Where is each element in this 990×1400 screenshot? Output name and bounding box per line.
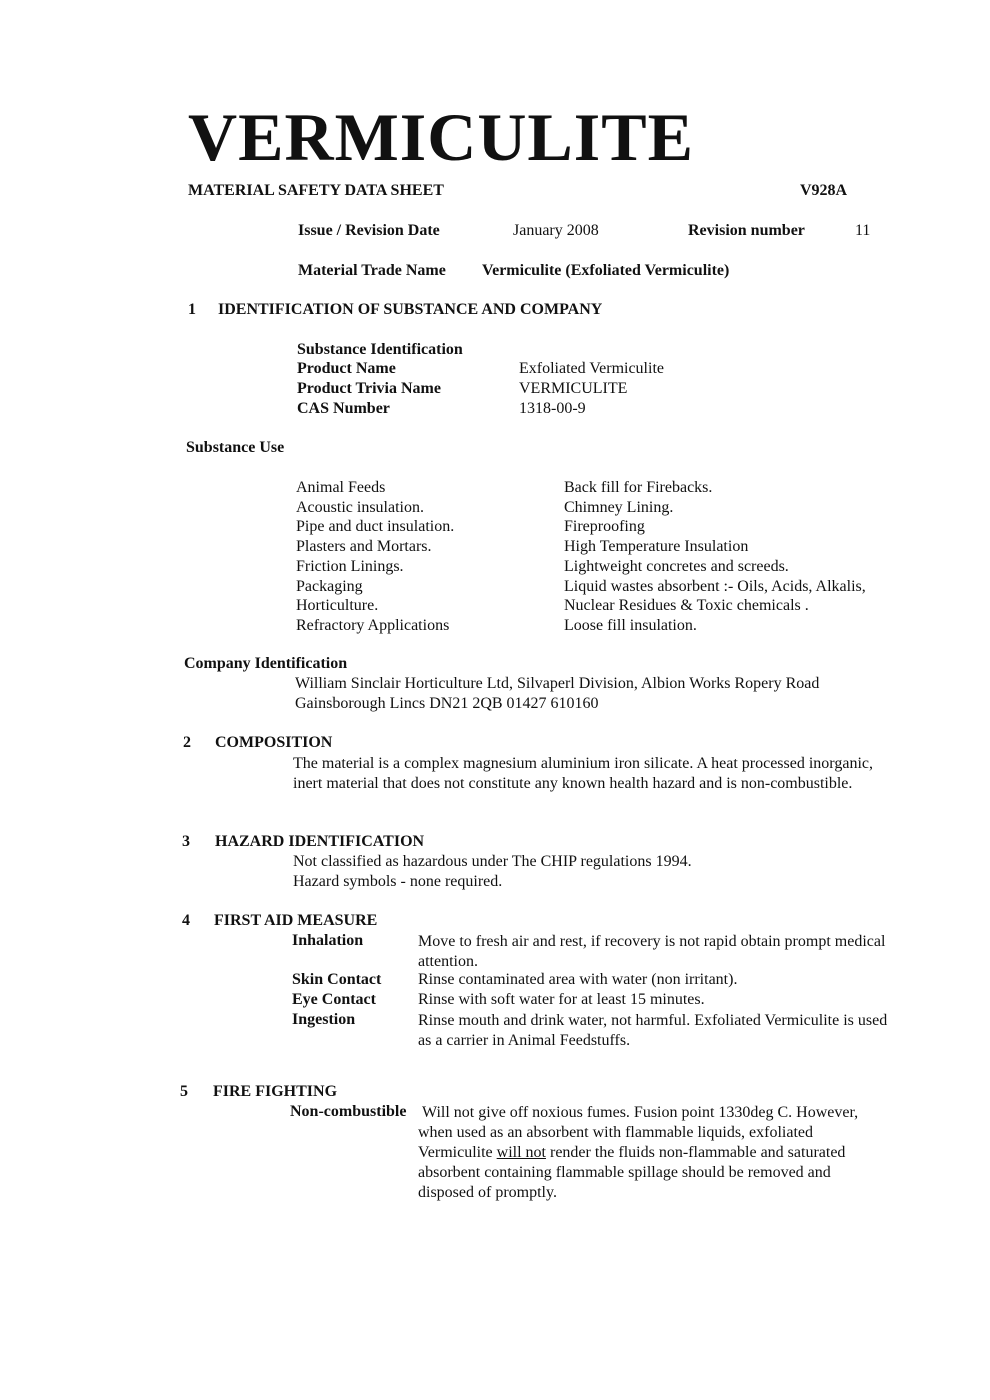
list-item: High Temperature Insulation	[564, 538, 749, 556]
document-subtitle: MATERIAL SAFETY DATA SHEET	[188, 182, 444, 199]
issue-date-value: January 2008	[513, 222, 599, 239]
section-1-heading: IDENTIFICATION OF SUBSTANCE AND COMPANY	[218, 301, 603, 318]
list-item: Nuclear Residues & Toxic chemicals .	[564, 597, 809, 615]
skin-contact-text: Rinse contaminated area with water (non irritant).	[418, 971, 738, 988]
trade-name-value: Vermiculite (Exfoliated Vermiculite)	[482, 262, 730, 279]
fire-fighting-text-part-2: render the fluids non-flammable and saturated absorbent containing flammable spillage should be removed and disposed of promptly.	[418, 1144, 846, 1201]
document-code: V928A	[800, 182, 848, 199]
section-3-number: 3	[182, 833, 190, 850]
fire-fighting-text	[418, 1103, 890, 1203]
list-item: Chimney Lining.	[564, 498, 674, 516]
substance-use-label: Substance Use	[186, 439, 285, 456]
section-4-heading: FIRST AID MEASURE	[214, 912, 378, 929]
section-5-heading: FIRE FIGHTING	[213, 1083, 338, 1100]
list-item: Horticulture.	[296, 597, 379, 615]
cas-number-label: CAS Number	[297, 400, 390, 417]
list-item: Back fill for Firebacks.	[564, 479, 713, 496]
section-4-number: 4	[182, 912, 190, 929]
trade-name-label: Material Trade Name	[298, 262, 446, 279]
inhalation-label: Inhalation	[292, 932, 364, 949]
list-item: Friction Linings.	[296, 557, 404, 575]
list-item: Plasters and Mortars.	[296, 538, 432, 556]
section-2-number: 2	[183, 734, 191, 751]
uses-right-list	[564, 478, 866, 636]
trivia-name-value: VERMICULITE	[519, 380, 628, 397]
hazard-classification-text: Not classified as hazardous under The CHIP regulations 1994.	[293, 853, 692, 870]
fire-fighting-text-part-1: Will not give off noxious fumes. Fusion point 1330deg C. However, when used as an absorbent with flammable liquids, exfoliated Vermiculite	[418, 1104, 859, 1161]
revision-number-label: Revision number	[688, 222, 805, 239]
ingestion-label: Ingestion	[292, 1011, 356, 1028]
trivia-name-label: Product Trivia Name	[297, 380, 441, 397]
product-name-value: Exfoliated Vermiculite	[519, 360, 664, 377]
ingestion-text: Rinse mouth and drink water, not harmful. Exfoliated Vermiculite is used as a carrier in Animal Feedstuffs.	[418, 1012, 888, 1049]
inhalation-text: Move to fresh air and rest, if recovery is not rapid obtain prompt medical attention.	[418, 933, 886, 970]
eye-contact-text: Rinse with soft water for at least 15 minutes.	[418, 991, 705, 1008]
hazard-symbols-text: Hazard symbols - none required.	[293, 873, 503, 890]
list-item: Loose fill insulation.	[564, 616, 697, 634]
company-address-line-2: Gainsborough Lincs DN21 2QB 01427 610160	[295, 695, 599, 712]
product-name-label: Product Name	[297, 360, 396, 377]
substance-identification-label: Substance Identification	[297, 341, 463, 358]
section-2-heading: COMPOSITION	[215, 734, 333, 751]
cas-number-value: 1318-00-9	[519, 400, 586, 417]
issue-date-label: Issue / Revision Date	[298, 222, 440, 239]
uses-left-list	[296, 478, 454, 636]
eye-contact-label: Eye Contact	[292, 991, 376, 1008]
section-1-number: 1	[188, 301, 196, 318]
list-item: Pipe and duct insulation.	[296, 518, 455, 536]
list-item: Acoustic insulation.	[296, 498, 424, 516]
company-address-line-1: William Sinclair Horticulture Ltd, Silvaperl Division, Albion Works Ropery Road	[295, 675, 820, 692]
section-5-number: 5	[180, 1083, 188, 1100]
company-identification-label: Company Identification	[184, 655, 348, 672]
section-3-heading: HAZARD IDENTIFICATION	[215, 833, 425, 850]
list-item: Lightweight concretes and screeds.	[564, 557, 789, 575]
list-item: Fireproofing	[564, 518, 645, 536]
non-combustible-label: Non-combustible	[290, 1103, 407, 1120]
composition-text: The material is a complex magnesium aluminium iron silicate. A heat processed inorganic, inert material that does not constitute any known health hazard and is non-combustible.	[293, 755, 873, 792]
fire-fighting-emphasis: will not	[496, 1144, 546, 1161]
skin-contact-label: Skin Contact	[292, 971, 382, 988]
list-item: Animal Feeds	[296, 479, 386, 496]
list-item: Packaging	[296, 577, 363, 595]
list-item: Liquid wastes absorbent :- Oils, Acids, Alkalis,	[564, 577, 866, 595]
document-title: VERMICULITE	[188, 99, 694, 175]
revision-number-value: 11	[855, 222, 871, 239]
list-item: Refractory Applications	[296, 616, 450, 634]
